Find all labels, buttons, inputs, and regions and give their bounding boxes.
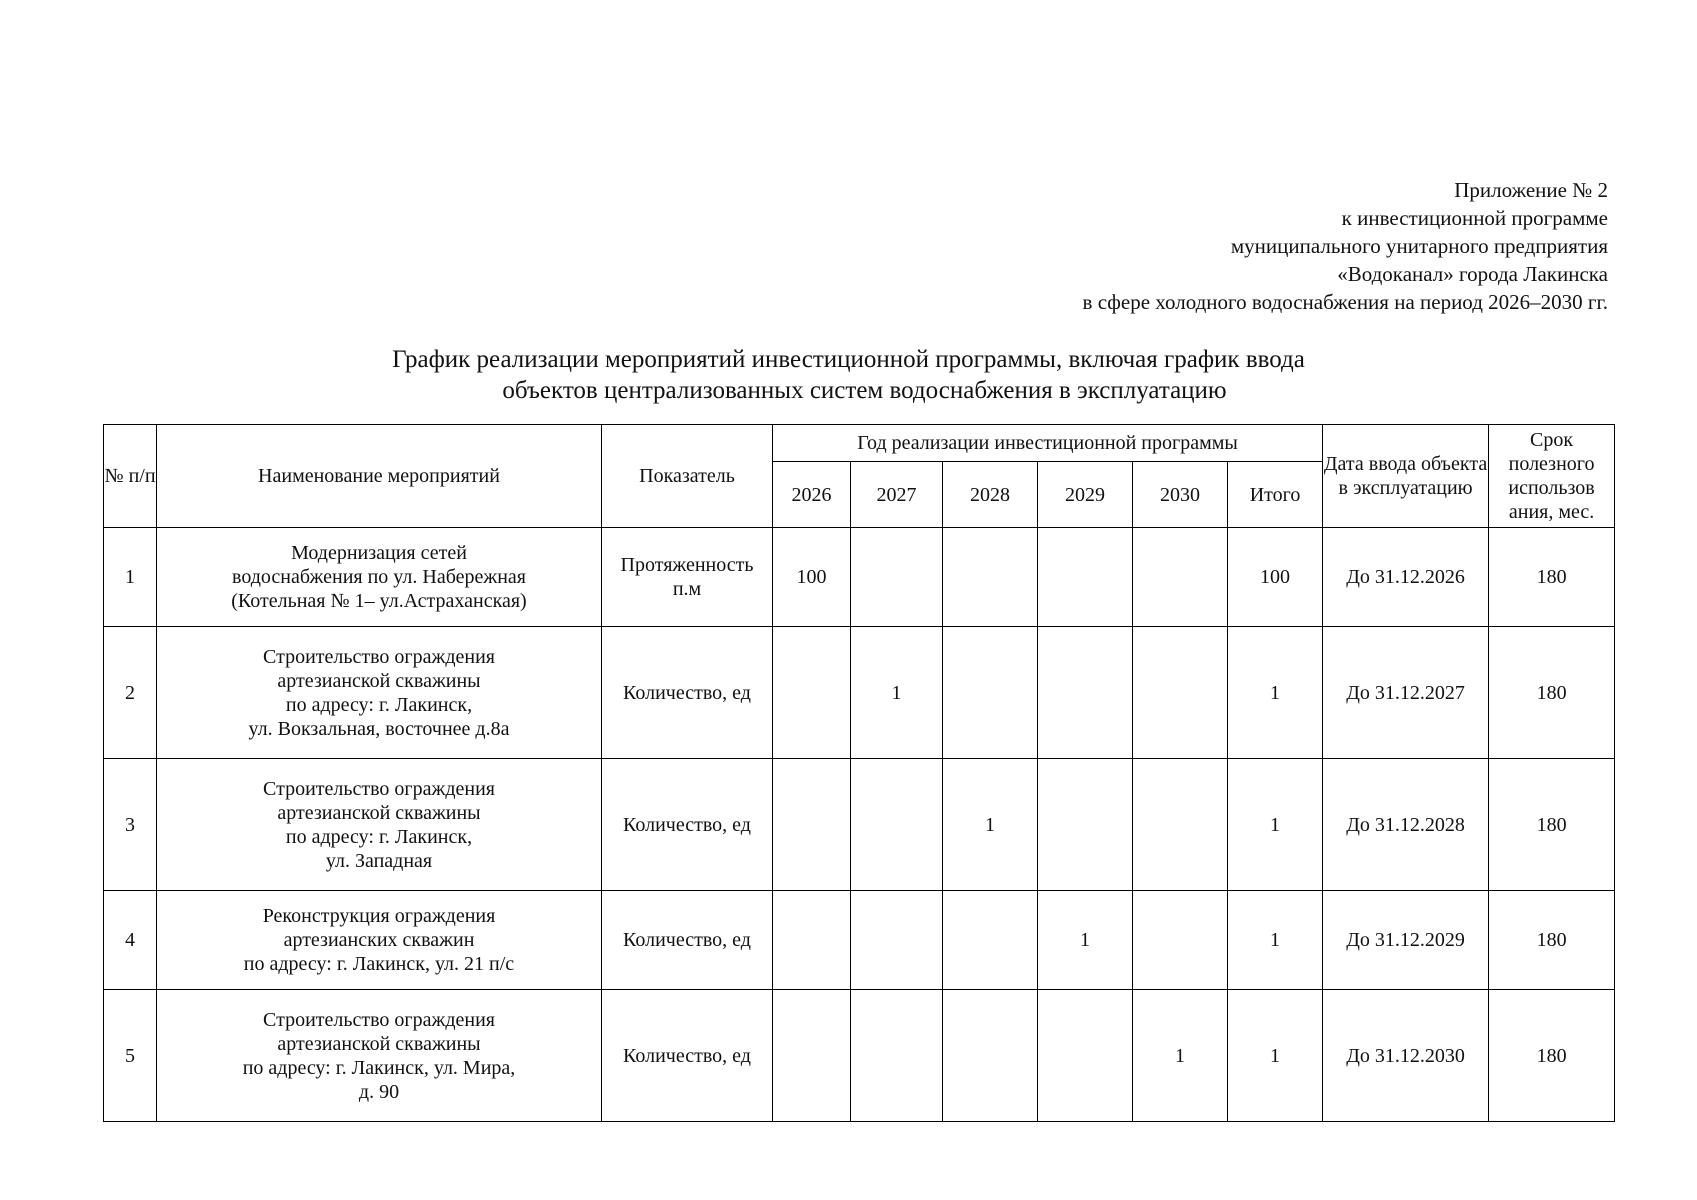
row-indicator: [602, 891, 773, 990]
cell-term: 180: [1489, 891, 1615, 990]
cell-date: До 31.12.2028: [1323, 759, 1489, 891]
row-name-line: по адресу: г. Лакинск,: [285, 825, 473, 848]
appendix-line: «Водоканал» города Лакинска: [1337, 262, 1608, 286]
cell-2029: [1038, 528, 1133, 627]
header-year-2030: 2030: [1133, 462, 1228, 528]
row-name-line: Реконструкция ограждения: [262, 905, 496, 927]
row-indicator-line: п.м: [672, 578, 702, 600]
row-name-line: артезианских скважин: [283, 929, 475, 951]
header-indicator: Показатель: [602, 425, 773, 528]
cell-date: До 31.12.2027: [1323, 627, 1489, 759]
cell-2029: [1038, 759, 1133, 891]
cell-2026: [773, 759, 851, 891]
row-name-line: (Котельная № 1– ул.Астраханская): [231, 590, 527, 612]
header-year-2028: 2028: [943, 462, 1038, 528]
appendix-line: к инвестиционной программе: [1341, 206, 1608, 230]
row-indicator-line: Протяженность: [620, 554, 754, 576]
row-num: 3: [104, 759, 157, 891]
table-row: [104, 990, 1615, 1122]
header-date-line: объекта в: [1338, 453, 1488, 499]
cell-date: До 31.12.2026: [1323, 528, 1489, 627]
cell-2029: 1: [1038, 891, 1133, 990]
cell-term: 180: [1489, 990, 1615, 1122]
table-row: [104, 528, 1615, 627]
cell-2030: 1: [1133, 990, 1228, 1122]
document-title: [0, 344, 1697, 406]
cell-2029: [1038, 627, 1133, 759]
row-indicator-line: Количество, ед: [623, 929, 751, 951]
header-year-2026: 2026: [773, 462, 851, 528]
cell-total: 1: [1228, 759, 1323, 891]
cell-2030: [1133, 891, 1228, 990]
row-indicator-line: Количество, ед: [623, 1044, 751, 1067]
row-name-line: д. 90: [358, 1080, 400, 1103]
cell-2028: [943, 990, 1038, 1122]
appendix-line: муниципального унитарного предприятия: [1230, 234, 1608, 258]
row-name-line: по адресу: г. Лакинск, ул. 21 п/с: [243, 953, 515, 975]
row-name: [157, 528, 602, 627]
cell-2026: [773, 627, 851, 759]
header-date: [1323, 425, 1489, 528]
header-num-line: п/п: [128, 465, 156, 487]
header-num: [104, 425, 157, 528]
cell-2028: 1: [943, 759, 1038, 891]
cell-2026: 100: [773, 528, 851, 627]
cell-2026: [773, 990, 851, 1122]
header-total: Итого: [1228, 462, 1323, 528]
row-num: 5: [104, 990, 157, 1122]
row-name-line: ул. Западная: [325, 849, 433, 872]
header-term-line: полезного: [1508, 453, 1595, 475]
table-row: [104, 627, 1615, 759]
row-num: 2: [104, 627, 157, 759]
cell-total: 1: [1228, 627, 1323, 759]
cell-total: 1: [1228, 990, 1323, 1122]
row-num: 1: [104, 528, 157, 627]
title-line-1: График реализации мероприятий инвестиционной программы, включая график ввода: [392, 346, 1305, 373]
header-years-group: Год реализации инвестиционной программы: [773, 425, 1323, 462]
row-name-line: Строительство ограждения: [263, 1008, 495, 1031]
title-line-2: объектов централизованных систем водоснабжения в эксплуатацию: [502, 377, 1227, 404]
cell-term: 180: [1489, 627, 1615, 759]
table-row: [104, 759, 1615, 891]
cell-2030: [1133, 627, 1228, 759]
header-date-line: эксплуатацию: [1352, 477, 1473, 499]
row-num: 4: [104, 891, 157, 990]
cell-2027: [851, 891, 943, 990]
cell-2026: [773, 891, 851, 990]
cell-date: До 31.12.2029: [1323, 891, 1489, 990]
cell-term: 180: [1489, 528, 1615, 627]
cell-2030: [1133, 759, 1228, 891]
row-name-line: артезианской скважины: [277, 801, 481, 824]
appendix-block: [1083, 176, 1608, 316]
cell-2027: [851, 528, 943, 627]
row-indicator-line: Количество, ед: [623, 813, 751, 836]
row-indicator: [602, 759, 773, 891]
appendix-line: в сфере холодного водоснабжения на период 2026–2030 гг.: [1082, 290, 1608, 314]
appendix-line: Приложение № 2: [1454, 178, 1608, 202]
cell-total: 1: [1228, 891, 1323, 990]
row-name-line: Модернизация сетей: [291, 542, 467, 564]
row-name: [157, 759, 602, 891]
header-term: [1489, 425, 1615, 528]
cell-date: До 31.12.2030: [1323, 990, 1489, 1122]
table-row: [104, 891, 1615, 990]
cell-term: 180: [1489, 759, 1615, 891]
row-name-line: по адресу: г. Лакинск,: [285, 693, 473, 716]
row-indicator: [602, 627, 773, 759]
header-num-line: №: [104, 465, 124, 487]
row-name-line: водоснабжения по ул. Набережная: [232, 566, 526, 588]
cell-2030: [1133, 528, 1228, 627]
cell-2027: [851, 759, 943, 891]
schedule-table: [103, 424, 1615, 1122]
header-term-line: ания, мес.: [1508, 501, 1595, 523]
row-name-line: Строительство ограждения: [263, 645, 495, 668]
header-year-2027: 2027: [851, 462, 943, 528]
row-name-line: артезианской скважины: [277, 669, 481, 692]
cell-2028: [943, 528, 1038, 627]
row-indicator-line: Количество, ед: [623, 681, 751, 704]
cell-2028: [943, 627, 1038, 759]
row-name: [157, 627, 602, 759]
cell-total: 100: [1228, 528, 1323, 627]
cell-2029: [1038, 990, 1133, 1122]
row-name: [157, 891, 602, 990]
header-date-line: Дата ввода: [1323, 453, 1416, 475]
cell-2028: [943, 891, 1038, 990]
cell-2027: 1: [851, 627, 943, 759]
row-name-line: артезианской скважины: [277, 1032, 481, 1055]
row-name-line: Строительство ограждения: [263, 777, 495, 800]
row-indicator: [602, 990, 773, 1122]
header-name: Наименование мероприятий: [157, 425, 602, 528]
row-indicator: [602, 528, 773, 627]
header-term-line: Срок: [1530, 429, 1574, 451]
cell-2027: [851, 990, 943, 1122]
header-term-line: использов: [1508, 477, 1595, 499]
row-name: [157, 990, 602, 1122]
header-year-2029: 2029: [1038, 462, 1133, 528]
row-name-line: ул. Вокзальная, восточнее д.8а: [248, 717, 510, 740]
row-name-line: по адресу: г. Лакинск, ул. Мира,: [242, 1056, 516, 1079]
